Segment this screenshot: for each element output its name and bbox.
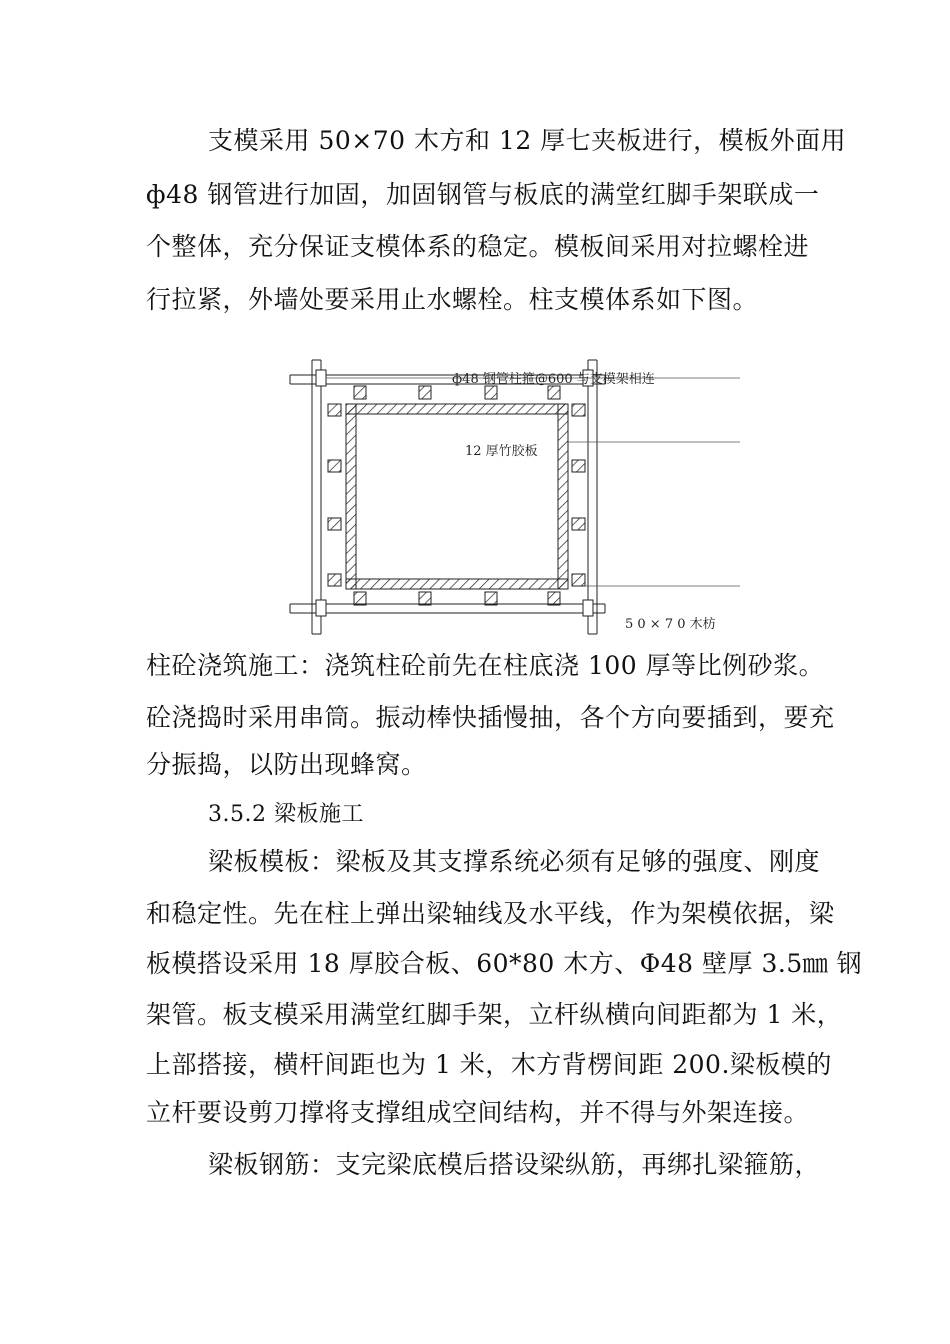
paragraph-line: 个整体，充分保证支模体系的稳定。模板间采用对拉螺栓进 xyxy=(146,232,810,261)
label-steel-pipe: ф48 钢管柱箍@600 与支模架相连 xyxy=(452,372,655,387)
bamboo-plywood-board xyxy=(346,404,568,589)
paragraph-line: 梁板钢筋：支完梁底模后搭设梁纵筋，再绑扎梁箍筋， xyxy=(208,1150,821,1179)
steel-pipe-vertical-left xyxy=(312,360,321,634)
timber-battens xyxy=(328,386,585,605)
paragraph-line: ф48 钢管进行加固，加固钢管与板底的满堂红脚手架联成一 xyxy=(146,180,820,209)
paragraph-line: 架管。板支模采用满堂红脚手架，立杆纵横向间距都为 1 米， xyxy=(146,1000,843,1029)
paragraph-line: 砼浇捣时采用串筒。振动棒快插慢抽，各个方向要插到，要充 xyxy=(146,703,835,732)
section-heading: 3.5.2 梁板施工 xyxy=(208,802,364,827)
steel-pipe-vertical-right xyxy=(588,360,597,634)
paragraph-line: 立杆要设剪刀撑将支撑组成空间结构，并不得与外架连接。 xyxy=(146,1098,810,1127)
column-formwork-diagram xyxy=(280,352,780,642)
paragraph-line: 上部搭接，横杆间距也为 1 米，木方背楞间距 200.梁板模的 xyxy=(146,1050,832,1079)
paragraph-line: 和稳定性。先在柱上弹出梁轴线及水平线，作为架模依据，梁 xyxy=(146,899,835,928)
paragraph-line: 柱砼浇筑施工：浇筑柱砼前先在柱底浇 100 厚等比例砂浆。 xyxy=(146,651,825,680)
paragraph-line: 分振捣，以防出现蜂窝。 xyxy=(146,750,427,779)
paragraph-line: 行拉紧，外墙处要采用止水螺栓。柱支模体系如下图。 xyxy=(146,285,759,314)
label-timber: 5 0 × 7 0 木枋 xyxy=(625,617,716,632)
paragraph-line: 支模采用 50×70 木方和 12 厚七夹板进行，模板外面用 xyxy=(208,126,847,155)
paragraph-line: 梁板模板：梁板及其支撑系统必须有足够的强度、刚度 xyxy=(208,847,821,876)
paragraph-line: 板模搭设采用 18 厚胶合板、60*80 木方、Φ48 壁厚 3.5㎜ 钢 xyxy=(146,949,863,978)
label-plywood: 12 厚竹胶板 xyxy=(465,444,538,459)
